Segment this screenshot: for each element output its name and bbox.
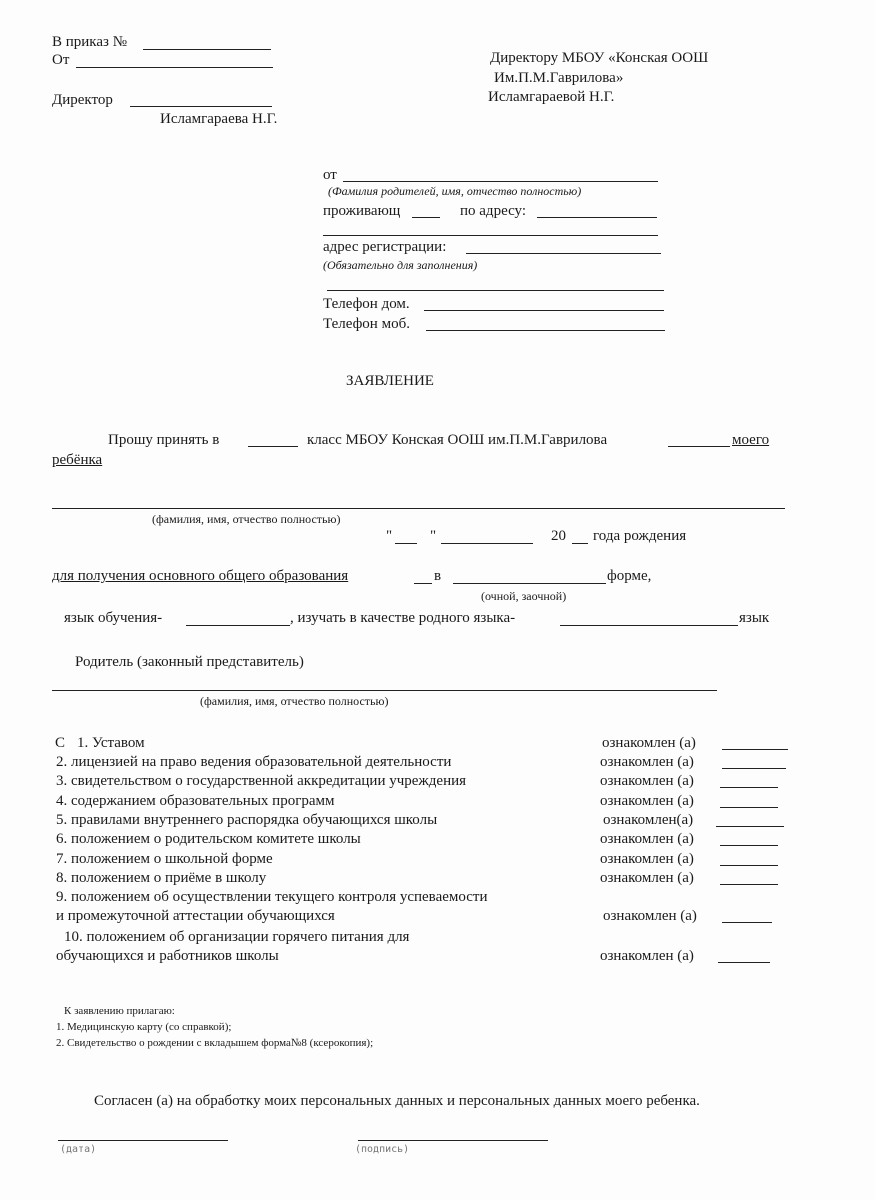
addressee-line-2: Им.П.М.Гаврилова»	[494, 70, 624, 86]
ack-item-10: 10. положением об организации горячего питания для	[64, 929, 410, 945]
address-field-2[interactable]	[323, 235, 658, 236]
child-name-field[interactable]	[52, 508, 785, 509]
ack-status-10: ознакомлен (а)	[600, 948, 694, 964]
language-label: язык обучения-	[64, 610, 163, 626]
ack-sign-10[interactable]	[718, 962, 770, 963]
attachment-item-1: 1. Медицинскую карту (со справкой);	[56, 1021, 232, 1033]
birth-year-suffix: года рождения	[593, 528, 687, 544]
residing-label: проживающ	[323, 203, 401, 219]
attachments-title: К заявлению прилагаю:	[64, 1005, 175, 1017]
order-from-label: От	[52, 52, 70, 68]
phone-home-field[interactable]	[424, 310, 664, 311]
date-field[interactable]	[58, 1140, 228, 1141]
ack-item-6: 6. положением о родительском комитете школы	[56, 831, 361, 847]
registration-field-2[interactable]	[327, 290, 664, 291]
parent-name-hint-2: (фамилия, имя, отчество полностью)	[200, 694, 389, 708]
order-date-field[interactable]	[76, 67, 273, 68]
education-in-label: в	[434, 568, 442, 584]
native-language-field[interactable]	[560, 625, 738, 626]
registration-label: адрес регистрации:	[323, 239, 447, 255]
order-number-field[interactable]	[143, 49, 271, 50]
education-form-label: форме,	[607, 568, 652, 584]
consent-text: Согласен (а) на обработку моих персональных данных и персональных данных моего ребенка.	[94, 1093, 700, 1109]
ack-sign-9[interactable]	[722, 922, 772, 923]
ack-sign-2[interactable]	[722, 768, 786, 769]
request-text-4: ребёнка	[52, 452, 103, 468]
parent-name-field[interactable]	[343, 181, 658, 182]
birth-year-field[interactable]	[572, 543, 588, 544]
ack-status-4: ознакомлен (а)	[600, 793, 694, 809]
ack-status-6: ознакомлен (а)	[600, 831, 694, 847]
ack-item-2: 2. лицензией на право ведения образовательной деятельности	[56, 754, 452, 770]
director-name: Исламгараева Н.Г.	[160, 111, 278, 127]
ack-status-9: ознакомлен (а)	[603, 908, 697, 924]
address-label: по адресу:	[460, 203, 527, 219]
attachment-item-2: 2. Свидетельство о рождении с вкладышем форма№8 (ксерокопия);	[56, 1037, 374, 1049]
ack-intro: С	[55, 735, 66, 751]
ack-sign-1[interactable]	[722, 749, 788, 750]
birth-year-prefix: 20	[551, 528, 566, 544]
education-text: для получения основного общего образования	[52, 568, 349, 584]
grade-field[interactable]	[248, 446, 298, 447]
date-label: (дата)	[60, 1144, 97, 1155]
signature-field[interactable]	[358, 1140, 548, 1141]
ack-item-7: 7. положением о школьной форме	[56, 851, 273, 867]
phone-home-label: Телефон дом.	[323, 296, 410, 312]
ack-item-9: 9. положением об осуществлении текущего контроля успеваемости	[56, 889, 488, 905]
education-form-hint: (очной, заочной)	[481, 589, 567, 603]
request-text-2: класс МБОУ Конская ООШ им.П.М.Гаврилова	[307, 432, 608, 448]
birth-day-field[interactable]	[395, 543, 417, 544]
request-text-1: Прошу принять в	[108, 432, 220, 448]
addressee-line-3: Исламгараевой Н.Г.	[488, 89, 615, 105]
ack-sign-3[interactable]	[720, 787, 778, 788]
ack-sign-7[interactable]	[720, 865, 778, 866]
ack-item-5: 5. правилами внутреннего распорядка обучающихся школы	[56, 812, 438, 828]
ack-item-3: 3. свидетельством о государственной аккредитации учреждения	[56, 773, 467, 789]
director-label: Директор	[52, 92, 113, 108]
birth-day-quote-close: "	[430, 528, 437, 544]
director-signature-field[interactable]	[130, 106, 272, 107]
ack-status-3: ознакомлен (а)	[600, 773, 694, 789]
document-title: ЗАЯВЛЕНИЕ	[346, 373, 434, 389]
ack-item-10-cont: обучающихся и работников школы	[56, 948, 279, 964]
ack-status-1: ознакомлен (а)	[602, 735, 696, 751]
parent-name-hint: (Фамилия родителей, имя, отчество полностью)	[328, 184, 582, 198]
ack-sign-5[interactable]	[716, 826, 784, 827]
parent-representative-field[interactable]	[52, 690, 717, 691]
order-label: В приказ №	[52, 34, 128, 50]
phone-mobile-field[interactable]	[426, 330, 665, 331]
ack-item-4: 4. содержанием образовательных программ	[56, 793, 335, 809]
addressee-line-1: Директору МБОУ «Конская ООШ	[490, 50, 709, 66]
language-field[interactable]	[186, 625, 290, 626]
registration-field-1[interactable]	[466, 253, 661, 254]
child-name-hint: (фамилия, имя, отчество полностью)	[152, 512, 341, 526]
applicant-from-label: от	[323, 167, 337, 183]
education-suffix-field[interactable]	[414, 583, 432, 584]
phone-mobile-label: Телефон моб.	[323, 316, 410, 332]
ack-sign-4[interactable]	[720, 807, 778, 808]
ack-sign-6[interactable]	[720, 845, 778, 846]
ack-status-8: ознакомлен (а)	[600, 870, 694, 886]
parent-label: Родитель (законный представитель)	[75, 654, 304, 670]
address-field-1[interactable]	[537, 217, 657, 218]
ack-item-8: 8. положением о приёме в школу	[56, 870, 267, 886]
ack-item-1: 1. Уставом	[77, 735, 145, 751]
grade-suffix-field[interactable]	[668, 446, 730, 447]
signature-label: (подпись)	[355, 1144, 410, 1155]
registration-hint: (Обязательно для заполнения)	[323, 258, 478, 272]
ack-status-7: ознакомлен (а)	[600, 851, 694, 867]
native-language-label: , изучать в качестве родного языка-	[290, 610, 516, 626]
language-suffix: язык	[739, 610, 770, 626]
education-form-field[interactable]	[453, 583, 606, 584]
ack-status-5: ознакомлен(а)	[603, 812, 694, 828]
ack-sign-8[interactable]	[720, 884, 778, 885]
ack-item-9-cont: и промежуточной аттестации обучающихся	[56, 908, 335, 924]
birth-day-quote-open: "	[386, 528, 393, 544]
residing-ending-field[interactable]	[412, 217, 440, 218]
request-text-3: моего	[732, 432, 770, 448]
ack-status-2: ознакомлен (а)	[600, 754, 694, 770]
birth-month-field[interactable]	[441, 543, 533, 544]
